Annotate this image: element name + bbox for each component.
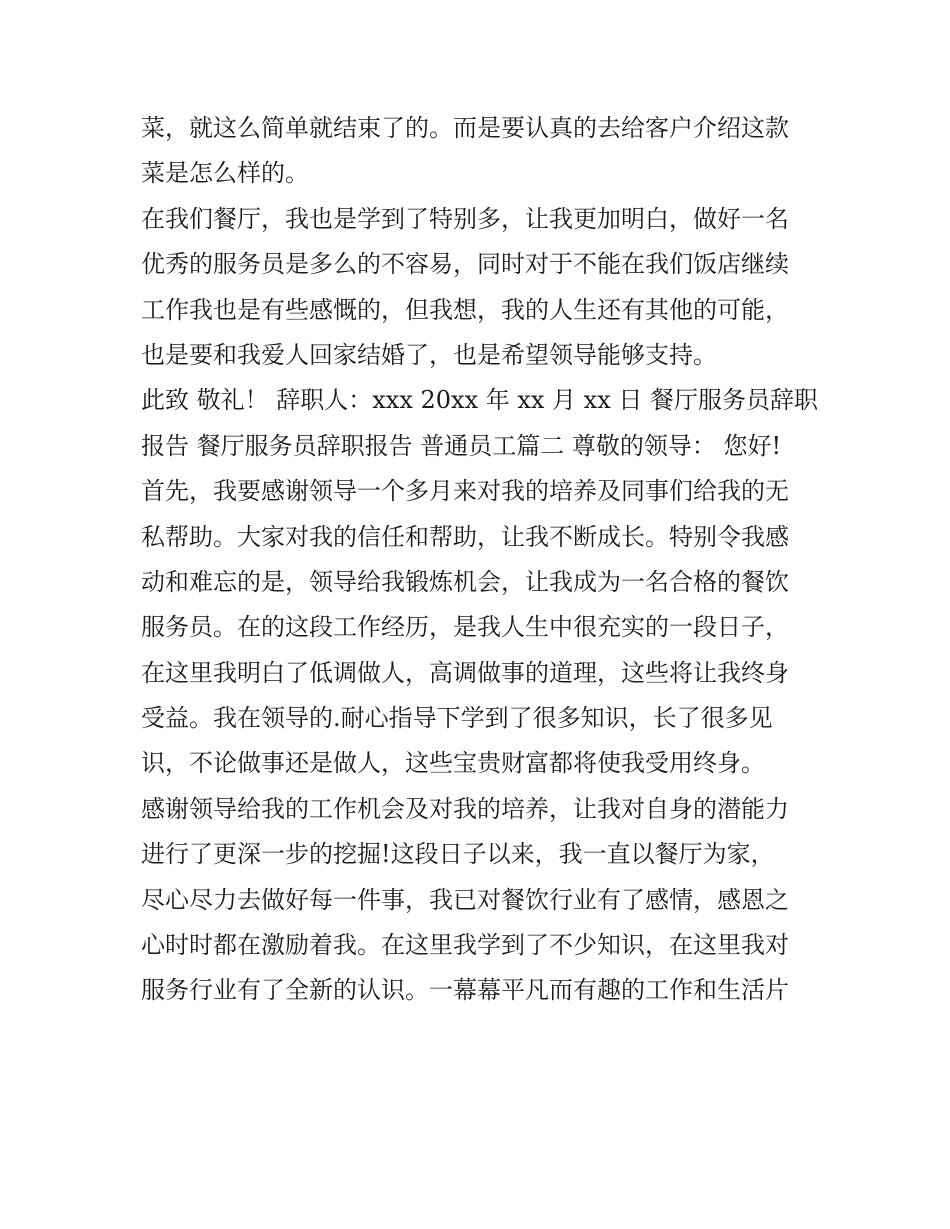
- text-line: 菜，就这么简单就结束了的。而是要认真的去给客户介绍这款: [141, 114, 789, 142]
- text-line: 服务员。在的这段工作经历，是我人生中很充实的一段日子，: [141, 613, 789, 642]
- text-line: 进行了更深一步的挖掘!这段日子以来，我一直以餐厅为家，: [141, 840, 775, 869]
- text-line: 工作我也是有些感慨的，但我想，我的人生还有其他的可能，: [141, 295, 789, 324]
- text-line: 此致 敬礼！ 辞职人：xxx 20xx 年 xx 月 xx 日 餐厅服务员辞职: [141, 386, 819, 415]
- text-line: 在这里我明白了低调做人，高调做事的道理，这些将让我终身: [141, 658, 789, 687]
- text-line: 也是要和我爱人回家结婚了，也是希望领导能够支持。: [141, 340, 717, 369]
- text-line: 菜是怎么样的。: [141, 159, 309, 188]
- text-line: 心时时都在激励着我。在这里我学到了不少知识，在这里我对: [141, 931, 789, 960]
- text-line: 识，不论做事还是做人，这些宝贵财富都将使我受用终身。: [141, 749, 765, 778]
- text-line: 在我们餐厅，我也是学到了特别多，让我更加明白，做好一名: [141, 204, 789, 233]
- text-line: 首先，我要感谢领导一个多月来对我的培养及同事们给我的无: [141, 477, 789, 506]
- text-line: 优秀的服务员是多么的不容易，同时对于不能在我们饭店继续: [141, 250, 789, 279]
- text-line: 服务行业有了全新的认识。一幕幕平凡而有趣的工作和生活片: [141, 976, 789, 1005]
- text-line: 受益。我在领导的.耐心指导下学到了很多知识，长了很多见: [141, 704, 773, 733]
- text-line: 报告 餐厅服务员辞职报告 普通员工篇二 尊敬的领导： 您好!: [141, 431, 782, 460]
- text-line: 感谢领导给我的工作机会及对我的培养，让我对自身的潜能力: [141, 794, 789, 823]
- text-line: 私帮助。大家对我的信任和帮助，让我不断成长。特别令我感: [141, 522, 789, 551]
- text-line: 动和难忘的是，领导给我锻炼机会，让我成为一名合格的餐饮: [141, 567, 789, 596]
- text-line: 尽心尽力去做好每一件事，我已对餐饮行业有了感情，感恩之: [141, 885, 789, 914]
- document-body: [141, 106, 821, 1014]
